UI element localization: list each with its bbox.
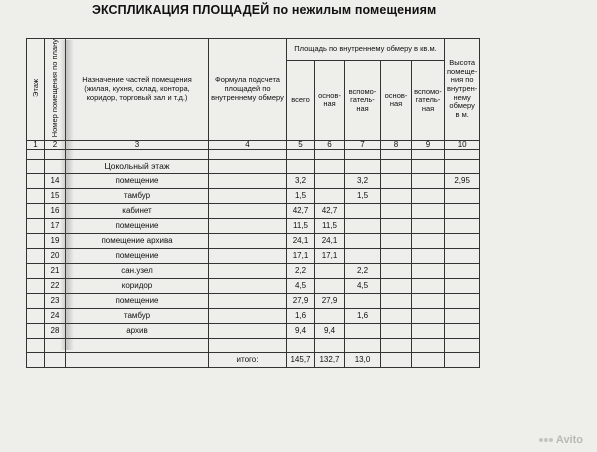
main-area-cell bbox=[315, 174, 345, 189]
avito-watermark bbox=[539, 434, 583, 446]
header-aux-1: вспомо-гатель-ная bbox=[345, 61, 381, 140]
aux-area-cell bbox=[345, 219, 381, 234]
aux-area-cell: 2,2 bbox=[345, 264, 381, 279]
total-area-cell: 1,6 bbox=[287, 309, 315, 324]
room-name-cell: помещение bbox=[66, 219, 209, 234]
avito-logo-icon bbox=[539, 438, 553, 442]
main-area-cell: 42,7 bbox=[315, 204, 345, 219]
main-area-cell bbox=[315, 279, 345, 294]
col-number: 6 bbox=[315, 140, 345, 149]
main-area-cell bbox=[315, 309, 345, 324]
room-number-cell: 23 bbox=[45, 294, 66, 309]
room-number-cell: 17 bbox=[45, 219, 66, 234]
column-number-row bbox=[27, 140, 480, 149]
totals-aux-area: 13,0 bbox=[345, 353, 381, 368]
height-cell bbox=[445, 204, 480, 219]
header-height: Высота помеще-ния по внутрен-нему обмеру в м. bbox=[445, 39, 480, 141]
room-name-cell: помещение bbox=[66, 294, 209, 309]
aux-area-cell bbox=[345, 249, 381, 264]
totals-total-area: 145,7 bbox=[287, 353, 315, 368]
total-area-cell: 9,4 bbox=[287, 324, 315, 339]
height-cell bbox=[445, 309, 480, 324]
table-row bbox=[27, 219, 480, 234]
col-number: 9 bbox=[412, 140, 445, 149]
height-cell bbox=[445, 234, 480, 249]
table-row bbox=[27, 204, 480, 219]
room-name-cell: сан.узел bbox=[66, 264, 209, 279]
area-explication-table bbox=[26, 38, 480, 368]
total-area-cell: 3,2 bbox=[287, 174, 315, 189]
main-area-cell bbox=[315, 189, 345, 204]
room-number-cell: 21 bbox=[45, 264, 66, 279]
height-cell bbox=[445, 264, 480, 279]
height-cell bbox=[445, 249, 480, 264]
header-purpose: Назначение частей помещения (жилая, кухня, склад, контора, коридор, торговый зал и т.д.) bbox=[66, 39, 209, 141]
header-total: всего bbox=[287, 61, 315, 140]
totals-label: итого: bbox=[209, 353, 287, 368]
header-floor: Этаж bbox=[27, 39, 45, 141]
height-cell: 2,95 bbox=[445, 174, 480, 189]
section-row bbox=[27, 160, 480, 174]
room-name-cell: помещение bbox=[66, 249, 209, 264]
room-number-cell: 28 bbox=[45, 324, 66, 339]
room-name-cell: архив bbox=[66, 324, 209, 339]
col-number: 4 bbox=[209, 140, 287, 149]
col-number: 7 bbox=[345, 140, 381, 149]
header-aux-2: вспомо-гатель-ная bbox=[412, 61, 445, 140]
table-row bbox=[27, 294, 480, 309]
height-cell bbox=[445, 219, 480, 234]
total-area-cell: 42,7 bbox=[287, 204, 315, 219]
room-number-cell: 16 bbox=[45, 204, 66, 219]
section-label: Цокольный этаж bbox=[66, 160, 209, 174]
table-row bbox=[27, 279, 480, 294]
room-number-cell: 24 bbox=[45, 309, 66, 324]
aux-area-cell bbox=[345, 324, 381, 339]
col-number: 8 bbox=[381, 140, 412, 149]
col-number: 10 bbox=[445, 140, 480, 149]
total-area-cell: 17,1 bbox=[287, 249, 315, 264]
col-number: 2 bbox=[45, 140, 66, 149]
room-name-cell: коридор bbox=[66, 279, 209, 294]
room-name-cell: помещение архива bbox=[66, 234, 209, 249]
total-area-cell: 24,1 bbox=[287, 234, 315, 249]
header-main-1: основ-ная bbox=[315, 61, 345, 140]
aux-area-cell: 3,2 bbox=[345, 174, 381, 189]
empty-row bbox=[27, 339, 480, 353]
main-area-cell bbox=[315, 264, 345, 279]
main-area-cell: 11,5 bbox=[315, 219, 345, 234]
room-number-cell: 22 bbox=[45, 279, 66, 294]
table-row bbox=[27, 174, 480, 189]
header-room-number: Номер помещения по плану bbox=[45, 39, 66, 141]
table-row bbox=[27, 189, 480, 204]
aux-area-cell bbox=[345, 294, 381, 309]
col-number: 3 bbox=[66, 140, 209, 149]
main-area-cell: 9,4 bbox=[315, 324, 345, 339]
height-cell bbox=[445, 294, 480, 309]
room-name-cell: кабинет bbox=[66, 204, 209, 219]
totals-main-area: 132,7 bbox=[315, 353, 345, 368]
room-number-cell: 19 bbox=[45, 234, 66, 249]
header-row-1 bbox=[27, 39, 480, 61]
table-row bbox=[27, 309, 480, 324]
total-area-cell: 1,5 bbox=[287, 189, 315, 204]
room-name-cell: помещение bbox=[66, 174, 209, 189]
aux-area-cell bbox=[345, 204, 381, 219]
total-area-cell: 4,5 bbox=[287, 279, 315, 294]
header-main-2: основ-ная bbox=[381, 61, 412, 140]
height-cell bbox=[445, 189, 480, 204]
total-area-cell: 27,9 bbox=[287, 294, 315, 309]
room-number-cell: 14 bbox=[45, 174, 66, 189]
height-cell bbox=[445, 279, 480, 294]
room-name-cell: тамбур bbox=[66, 309, 209, 324]
document-title: ЭКСПЛИКАЦИЯ ПЛОЩАДЕЙ по нежилым помещениям bbox=[92, 3, 437, 17]
aux-area-cell bbox=[345, 234, 381, 249]
watermark-text: Avito bbox=[555, 434, 583, 446]
table-row bbox=[27, 234, 480, 249]
room-number-cell: 20 bbox=[45, 249, 66, 264]
totals-row bbox=[27, 353, 480, 368]
aux-area-cell: 1,6 bbox=[345, 309, 381, 324]
table-row bbox=[27, 324, 480, 339]
main-area-cell: 17,1 bbox=[315, 249, 345, 264]
main-area-cell: 27,9 bbox=[315, 294, 345, 309]
table-row bbox=[27, 249, 480, 264]
header-formula: Формула подсчета площадей по внутреннему обмеру bbox=[209, 39, 287, 141]
aux-area-cell: 1,5 bbox=[345, 189, 381, 204]
height-cell bbox=[445, 324, 480, 339]
spacer-row bbox=[27, 150, 480, 160]
room-name-cell: тамбур bbox=[66, 189, 209, 204]
col-number: 5 bbox=[287, 140, 315, 149]
room-number-cell: 15 bbox=[45, 189, 66, 204]
main-area-cell: 24,1 bbox=[315, 234, 345, 249]
header-area-group: Площадь по внутреннему обмеру в кв.м. bbox=[287, 39, 445, 61]
col-number: 1 bbox=[27, 140, 45, 149]
table-row bbox=[27, 264, 480, 279]
aux-area-cell: 4,5 bbox=[345, 279, 381, 294]
total-area-cell: 2,2 bbox=[287, 264, 315, 279]
total-area-cell: 11,5 bbox=[287, 219, 315, 234]
